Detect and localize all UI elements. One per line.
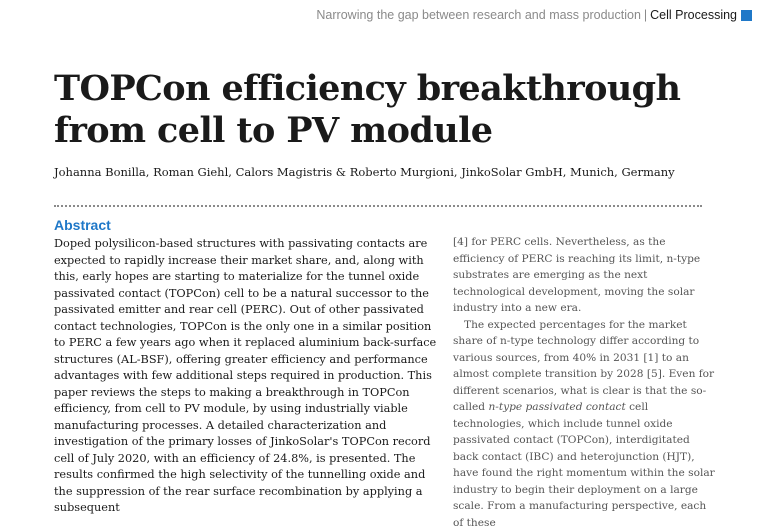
body-paragraph-2-end: cell technologies, which include tunnel oxide passivated contact (TOPCon), interdigitated back contact (IBC) and heterojunction (HJT), have found the right momentum within the solar industry to begin their deployment on a large scale. From a manufacturing perspective, each of these <box>453 401 715 529</box>
body-paragraph-1: [4] for PERC cells. Nevertheless, as the efficiency of PERC is reaching its limit, n-type substrates are emerging as the next technological development, moving the solar industry into a new era. <box>453 234 715 317</box>
section-label: Cell Processing <box>650 8 737 22</box>
running-title: Narrowing the gap between research and mass production <box>316 8 641 22</box>
header-separator: | <box>644 8 647 22</box>
author-line: Johanna Bonilla, Roman Giehl, Calors Magistris & Roberto Murgioni, JinkoSolar GmbH, Munich, Germany <box>54 165 675 179</box>
emphasized-term: n-type passivated contact <box>488 401 625 413</box>
running-header <box>316 8 752 22</box>
body-paragraph-2 <box>453 317 715 531</box>
abstract-heading: Abstract <box>54 217 111 233</box>
body-column <box>453 234 715 531</box>
section-marker-square-icon <box>741 10 752 21</box>
dotted-divider <box>54 205 702 207</box>
abstract-text: Doped polysilicon-based structures with passivating contacts are expected to rapidly increase their market share, and, along with this, early hopes are starting to materialize for the tunnel oxide passivated contact (TOPCon) cell to be a natural successor to the passivated emitter and rear cell (PERC). Out of other passivated contact technologies, TOPCon is the only one in a similar position to PERC a few years ago when it replaced aluminium back-surface structures (AL-BSF), offering greater efficiency and performance advantages with few additional steps required in production. This paper reviews the steps to making a breakthrough in TOPCon efficiency, from cell to PV module, by using industrially viable manufacturing processes. A detailed characterization and investigation of the primary losses of JinkoSolar's TOPCon record cell of July 2020, with an efficiency of 24.8%, is presented. The results confirmed the high selectivity of the tunnelling oxide and the suppression of the rear surface recombination by applying a subsequent <box>54 236 442 517</box>
article-title: TOPCon efficiency breakthrough from cell to PV module <box>54 68 754 152</box>
body-paragraph-2-start: The expected percentages for the market share of n-type technology differ according to various sources, from 40% in 2031 [1] to an almost complete transition by 2028 [5]. Even for different scenarios, what is clear is that the so-called <box>453 319 714 414</box>
